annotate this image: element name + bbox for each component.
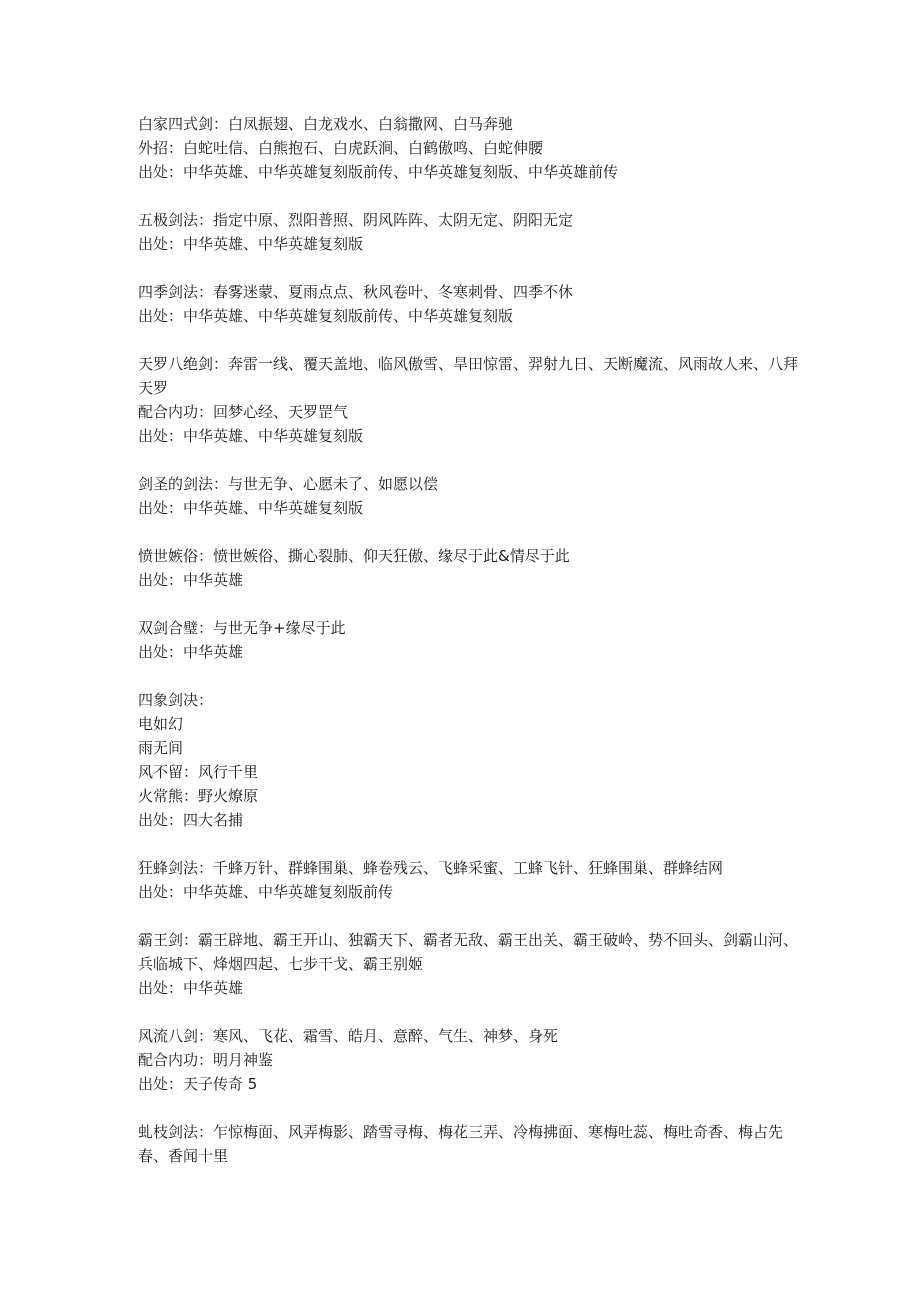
- section-text-line: 出处：中华英雄: [138, 571, 244, 589]
- section-text-line: 电如幻: [138, 715, 184, 733]
- document-section: [138, 616, 798, 664]
- section-heading-line: 虬枝剑法：乍惊梅面、风弄梅影、踏雪寻梅、梅花三弄、冷梅拂面、寒梅吐蕊、梅吐奇香、梅占先春、香闻十里: [138, 1123, 784, 1165]
- section-text-line: 外招：白蛇吐信、白熊抱石、白虎跃涧、白鹤傲鸣、白蛇伸腰: [138, 139, 544, 157]
- section-heading-line: 愤世嫉俗：愤世嫉俗、撕心裂肺、仰天狂傲、缘尽于此&情尽于此: [138, 547, 570, 565]
- document-section: [138, 1024, 798, 1096]
- section-text-line: 出处：中华英雄、中华英雄复刻版前传: [138, 883, 394, 901]
- document-section: [138, 208, 798, 256]
- section-heading-line: 天罗八绝剑：奔雷一线、覆天盖地、临风傲雪、旱田惊雷、羿射九日、天断魔流、风雨故人来、八拜天罗: [138, 355, 799, 397]
- section-text-line: 出处：中华英雄、中华英雄复刻版前传、中华英雄复刻版、中华英雄前传: [138, 163, 619, 181]
- section-heading-line: 双剑合璧：与世无争+缘尽于此: [138, 619, 346, 637]
- section-heading-line: 霸王剑：霸王辟地、霸王开山、独霸天下、霸者无敌、霸王出关、霸王破岭、势不回头、剑霸山河、兵临城下、烽烟四起、七步干戈、霸王别姬: [138, 931, 799, 973]
- section-heading-line: 五极剑法：指定中原、烈阳普照、阴风阵阵、太阴无定、阴阳无定: [138, 211, 574, 229]
- section-text-line: 配合内功：明月神鉴: [138, 1051, 274, 1069]
- section-text-line: 出处：中华英雄、中华英雄复刻版: [138, 427, 364, 445]
- document-section: [138, 112, 798, 184]
- section-text-line: 出处：中华英雄、中华英雄复刻版: [138, 499, 364, 517]
- section-heading-line: 四象剑决：: [138, 691, 214, 709]
- section-text-line: 出处：中华英雄: [138, 979, 244, 997]
- document-body: [138, 112, 798, 1192]
- section-text-line: 出处：四大名捕: [138, 811, 244, 829]
- section-heading-line: 四季剑法：春雾迷蒙、夏雨点点、秋风卷叶、冬寒刺骨、四季不休: [138, 283, 574, 301]
- section-heading-line: 狂蜂剑法：千蜂万针、群蜂围巢、蜂卷残云、飞蜂采蜜、工蜂飞针、狂蜂围巢、群蜂结网: [138, 859, 724, 877]
- section-text-line: 出处：中华英雄、中华英雄复刻版: [138, 235, 364, 253]
- section-text-line: 配合内功：回梦心经、天罗罡气: [138, 403, 349, 421]
- section-text-line: 风不留：风行千里: [138, 763, 259, 781]
- document-section: [138, 856, 798, 904]
- section-text-line: 火常熊：野火燎原: [138, 787, 259, 805]
- document-section: [138, 928, 798, 1000]
- document-section: [138, 280, 798, 328]
- document-section: [138, 688, 798, 832]
- section-heading-line: 风流八剑：寒风、飞花、霜雪、皓月、意醉、气生、神梦、身死: [138, 1027, 559, 1045]
- document-section: [138, 472, 798, 520]
- section-heading-line: 剑圣的剑法：与世无争、心愿未了、如愿以偿: [138, 475, 439, 493]
- section-text-line: 雨无间: [138, 739, 184, 757]
- document-section: [138, 544, 798, 592]
- section-text-line: 出处：中华英雄: [138, 643, 244, 661]
- document-section: [138, 352, 798, 448]
- section-heading-line: 白家四式剑：白凤振翅、白龙戏水、白翁撒网、白马奔驰: [138, 115, 514, 133]
- section-text-line: 出处：天子传奇 5: [138, 1075, 258, 1093]
- section-text-line: 出处：中华英雄、中华英雄复刻版前传、中华英雄复刻版: [138, 307, 514, 325]
- document-section: [138, 1120, 798, 1168]
